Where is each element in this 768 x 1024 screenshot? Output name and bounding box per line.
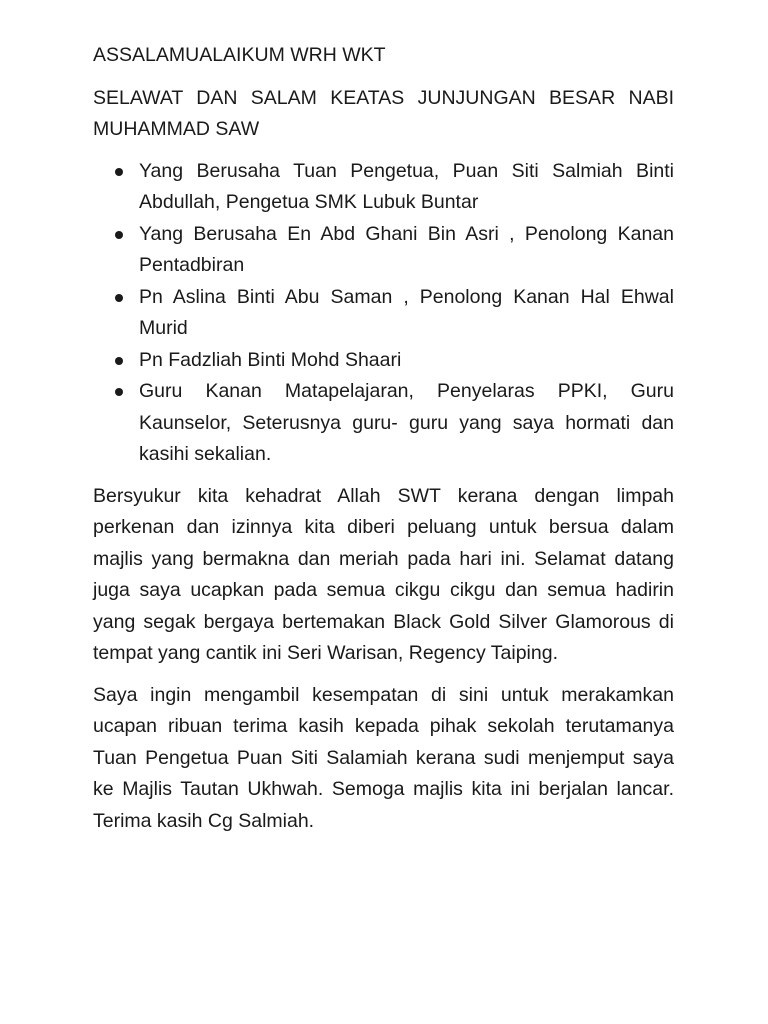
recipient-list (93, 156, 674, 471)
bullet-icon (115, 231, 123, 239)
bullet-icon (115, 168, 123, 176)
list-item-text: Yang Berusaha Tuan Pengetua, Puan Siti Salmiah Binti Abdullah, Pengetua SMK Lubuk Buntar (139, 159, 674, 213)
list-item-text: Guru Kanan Matapelajaran, Penyelaras PPKI, Guru Kaunselor, Seterusnya guru- guru yang saya hormati dan kasihi sekalian. (139, 380, 674, 465)
salawat-line: SELAWAT DAN SALAM KEATAS JUNJUNGAN BESAR NABI MUHAMMAD SAW (93, 86, 674, 140)
list-item-text: Pn Aslina Binti Abu Saman , Penolong Kanan Hal Ehwal Murid (139, 285, 674, 339)
list-item (93, 219, 674, 282)
list-item (93, 156, 674, 219)
list-item (93, 282, 674, 345)
bullet-icon (115, 357, 123, 365)
body-paragraph: Saya ingin mengambil kesempatan di sini untuk merakamkan ucapan ribuan terima kasih kepada pihak sekolah terutamanya Tuan Pengetua Puan Siti Salamiah kerana sudi menjemput saya ke Majlis Tautan Ukhwah. Semoga majlis kita ini berjalan lancar. Terima kasih Cg Salmiah. (93, 683, 674, 832)
bullet-icon (115, 294, 123, 302)
list-item (93, 376, 674, 471)
document-page (93, 40, 674, 837)
body-paragraph: Bersyukur kita kehadrat Allah SWT kerana dengan limpah perkenan dan izinnya kita diberi peluang untuk bersua dalam majlis yang bermakna dan meriah pada hari ini. Selamat datang juga saya ucapkan pada semua cikgu cikgu dan semua hadirin yang segak bergaya bertemakan Black Gold Silver Glamorous di tempat yang cantik ini Seri Warisan, Regency Taiping. (93, 484, 674, 664)
bullet-icon (115, 388, 123, 396)
list-item-text: Yang Berusaha En Abd Ghani Bin Asri , Penolong Kanan Pentadbiran (139, 222, 674, 276)
list-item (93, 345, 674, 377)
greeting-line: ASSALAMUALAIKUM WRH WKT (93, 44, 386, 66)
list-item-text: Pn Fadzliah Binti Mohd Shaari (139, 348, 402, 371)
